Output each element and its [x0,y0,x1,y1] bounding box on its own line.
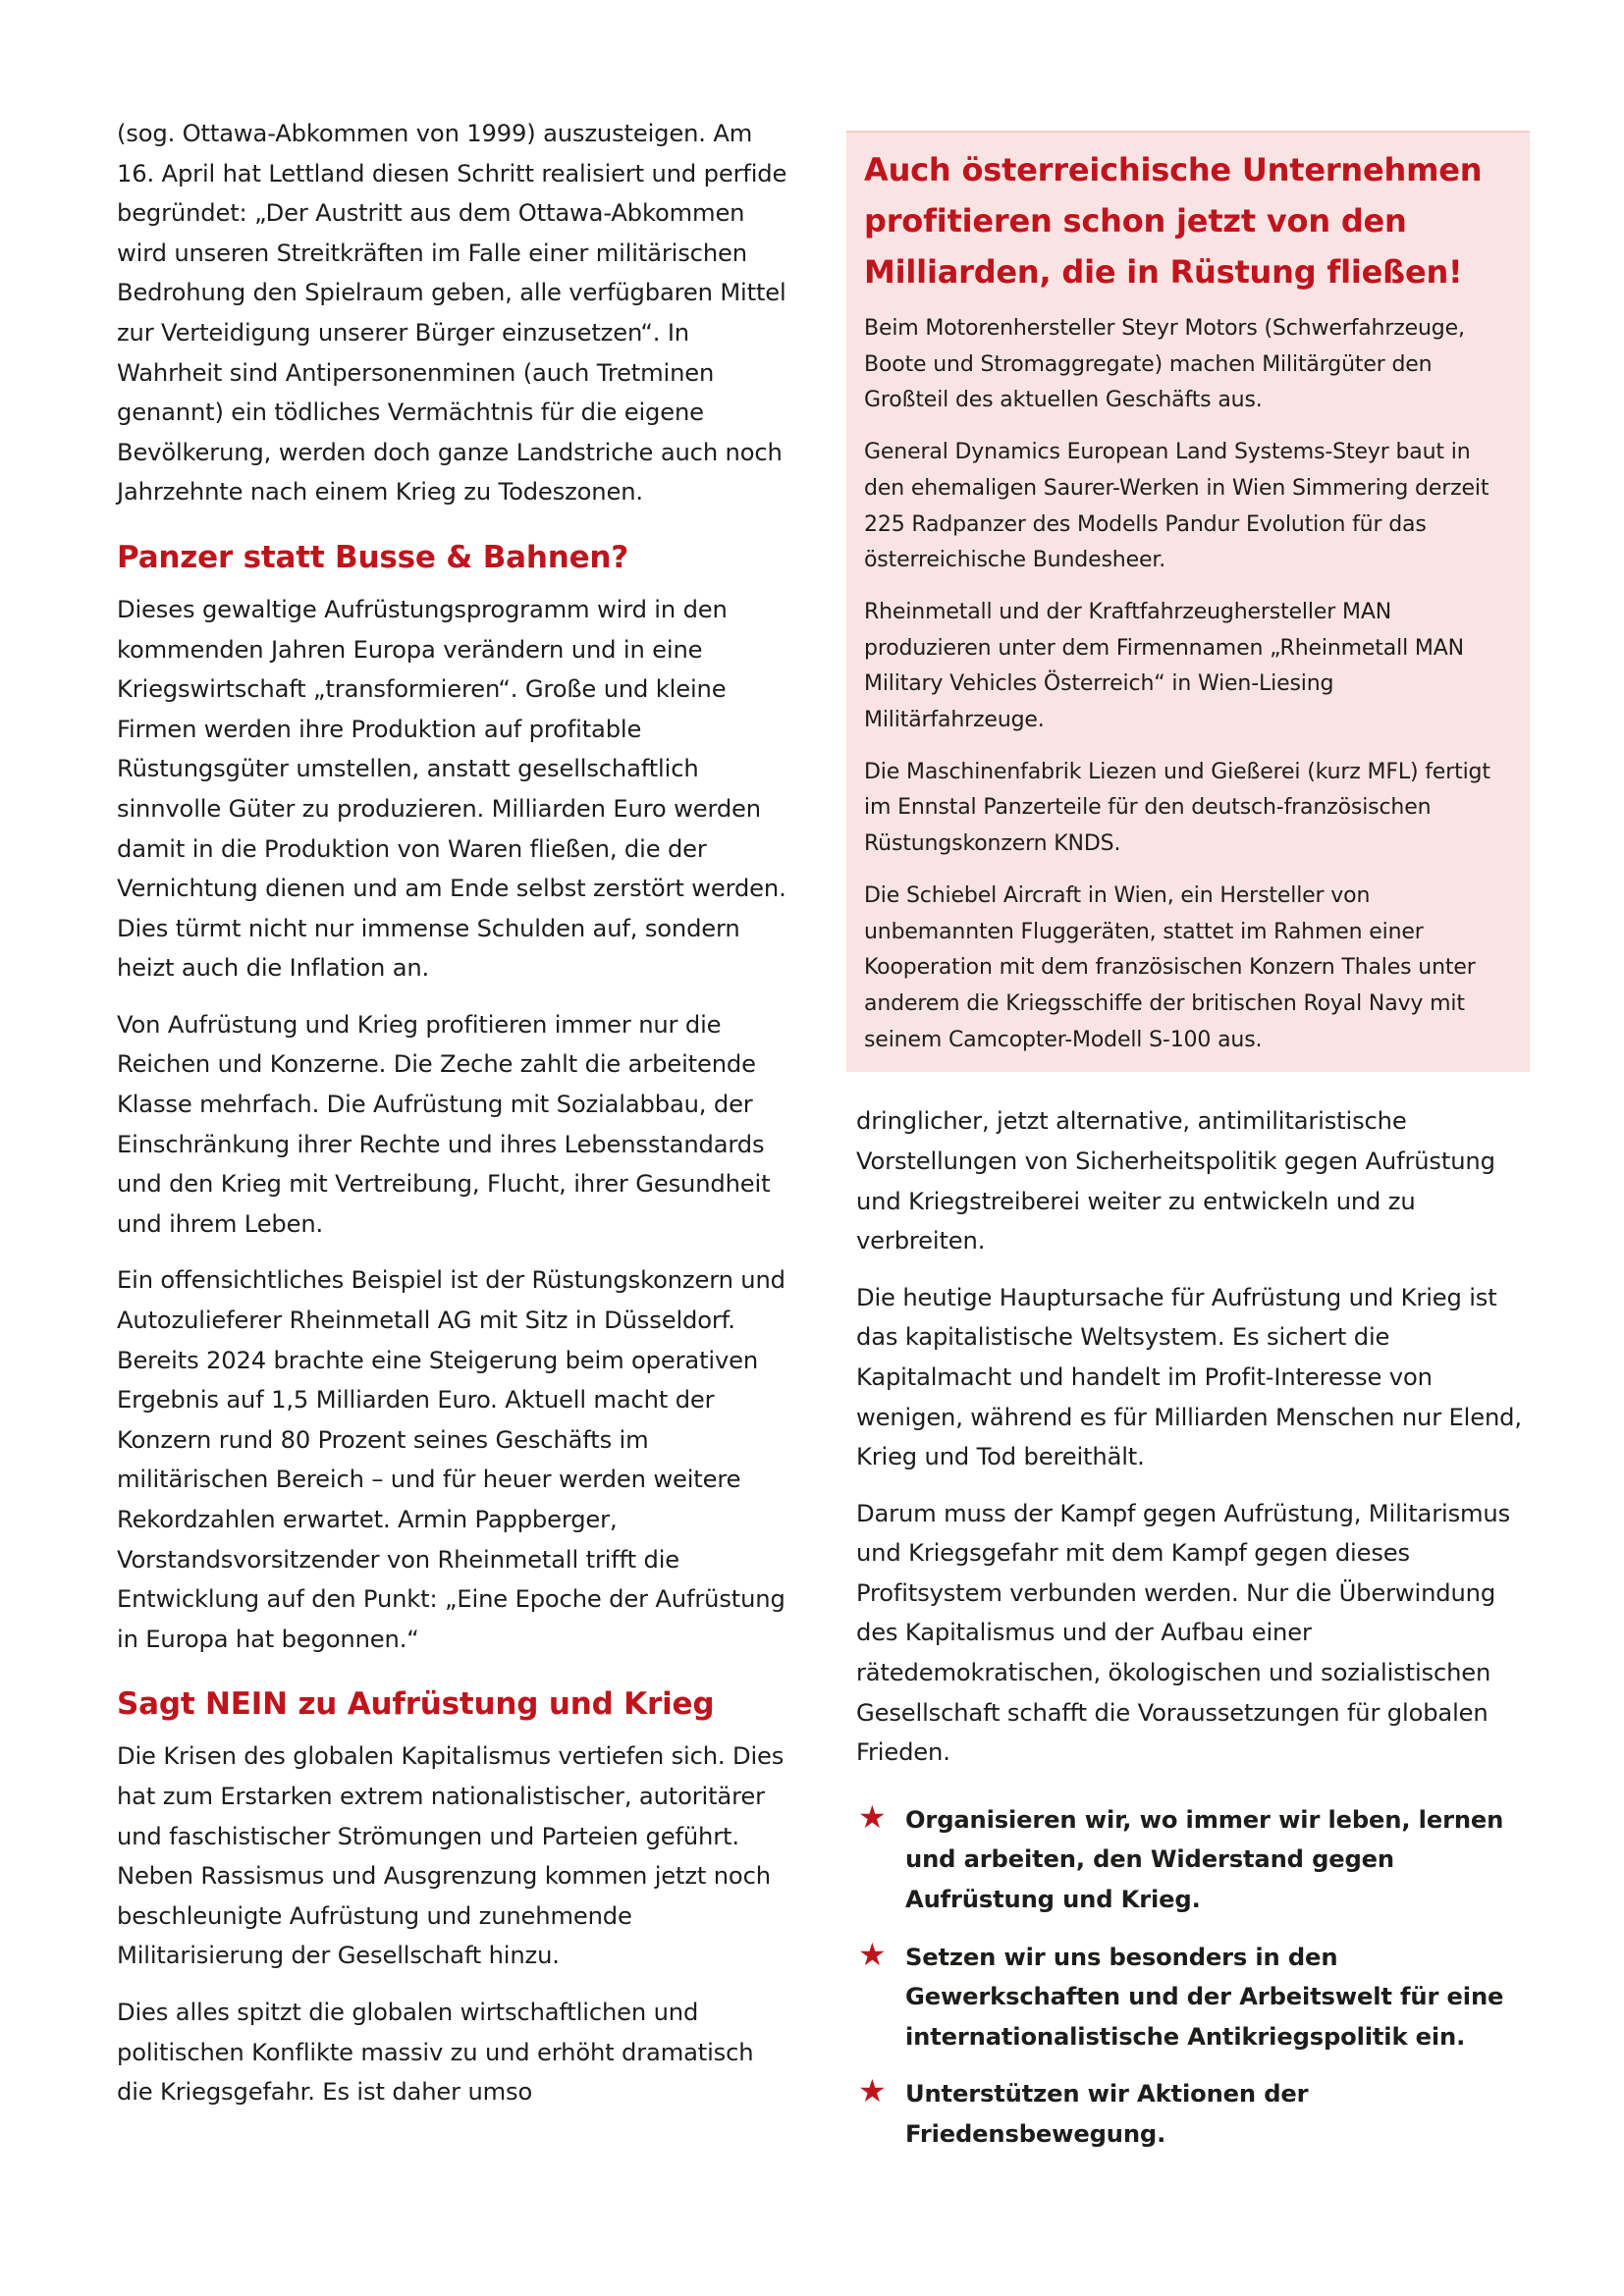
paragraph-aufruestungsprogramm: Dieses gewaltige Aufrüstungsprogramm wird in den kommenden Jahren Europa verändern und in eine Kriegswirtschaft „transformieren“. Große und kleine Firmen werden ihre Produktion auf profitable Rüstungsgüter umstellen, anstatt gesellschaftlich sinnvolle Güter zu produzieren. Milliarden Euro werden damit in die Produktion von Waren fließen, die der Vernichtung dienen und am Ende selbst zerstört werden. Dies türmt nicht nur immense Schulden auf, sondern heizt auch die Inflation an. [117,595,786,983]
action-list [856,1797,1529,2155]
info-box-steyr-motors: Beim Motorenhersteller Steyr Motors (Schwerfahrzeuge, Boote und Stromaggregate) machen Militärgüter den Großteil des aktuellen Geschäfts aus. [864,316,1465,413]
action-item [856,1797,1529,1920]
paragraph-alternativen: dringlicher, jetzt alternative, antimilitaristische Vorstellungen von Sicherheitspolitik gegen Aufrüstung und Kriegstreiberei weiter zu entwickeln und zu verbreiten. [856,1107,1495,1255]
heading-sagt-nein: Sagt NEIN zu Aufrüstung und Krieg [117,1686,715,1723]
paragraph-krisen: Die Krisen des globalen Kapitalismus vertiefen sich. Dies hat zum Erstarken extrem nationalistischer, autoritärer und faschistischer Strömungen und Parteien geführt. Neben Rassismus und Ausgrenzung kommen jetzt noch beschleunigte Aufrüstung und zunehmende Militarisierung der Gesellschaft hinzu. [117,1742,785,1970]
left-column [117,114,789,2129]
paragraph-hauptursache: Die heutige Hauptursache für Aufrüstung und Krieg ist das kapitalistische Weltsystem. Es sichert die Kapitalmacht und handelt im Profit-Interesse von wenigen, während es für Milliarden Menschen nur Elend, Krieg und Tod bereithält. [856,1283,1522,1471]
paragraph-profiteure: Von Aufrüstung und Krieg profitieren immer nur die Reichen und Konzerne. Die Zeche zahlt die arbeitende Klasse mehrfach. Die Aufrüstung mit Sozialabbau, der Einschränkung ihrer Rechte und ihres Lebensstandards und den Krieg mit Vertreibung, Flucht, ihrer Gesundheit und ihrem Leben. [117,1010,771,1238]
paragraph-kampf: Darum muss der Kampf gegen Aufrüstung, Militarismus und Kriegsgefahr mit dem Kampf gegen dieses Profitsystem verbunden werden. Nur die Überwindung des Kapitalismus und der Aufbau einer rätedemokratischen, ökologischen und sozialistischen Gesellschaft schafft die Voraussetzungen für globalen Frieden. [856,1499,1511,1767]
action-item-text: Organisieren wir, wo immer wir leben, lernen und arbeiten, den Widerstand gegen Aufrüstung und Krieg. [905,1805,1504,1914]
right-column [856,131,1529,2172]
action-item-text: Setzen wir uns besonders in den Gewerkschaften und der Arbeitswelt für eine internationalistische Antikriegspolitik ein. [905,1943,1504,2051]
star-icon: ★ [858,1797,887,1836]
star-icon: ★ [858,1935,887,1973]
info-box-schiebel: Die Schiebel Aircraft in Wien, ein Hersteller von unbemannten Fluggeräten, stattet im Rahmen einer Kooperation mit dem französischen Konzern Thales unter anderem die Kriegsschiffe der britischen Royal Navy mit seinem Camcopter-Modell S-100 aus. [864,882,1476,1052]
action-item [856,1935,1529,2057]
paragraph-kriegsgefahr: Dies alles spitzt die globalen wirtschaftlichen und politischen Konflikte massiv zu und erhöht dramatisch die Kriegsgefahr. Es ist daher umso [117,1998,754,2107]
heading-panzer-statt-busse: Panzer statt Busse & Bahnen? [117,539,629,575]
info-box-title: Auch österreichische Unternehmen profitieren schon jetzt von den Milliarden, die in Rüstung fließen! [864,151,1483,291]
info-box-rheinmetall-man: Rheinmetall und der Kraftfahrzeughersteller MAN produzieren unter dem Firmennamen „Rheinmetall MAN Military Vehicles Österreich“ in Wien-Liesing Militärfahrzeuge. [864,599,1464,733]
star-icon: ★ [858,2072,887,2110]
info-box-mfl: Die Maschinenfabrik Liezen und Gießerei (kurz MFL) fertigt im Ennstal Panzerteile für den deutsch-französischen Rüstungskonzern KNDS. [864,759,1490,857]
info-box-austrian-companies [846,131,1530,1072]
info-box-general-dynamics: General Dynamics European Land Systems-Steyr baut in den ehemaligen Saurer-Werken in Wien Simmering derzeit 225 Radpanzer des Modells Pandur Evolution für das österreichische Bundesheer. [864,440,1489,573]
action-item [856,2074,1529,2154]
paragraph-rheinmetall: Ein offensichtliches Beispiel ist der Rüstungskonzern und Autozulieferer Rheinmetall AG mit Sitz in Düsseldorf. Bereits 2024 brachte eine Steigerung beim operativen Ergebnis auf 1,5 Milliarden Euro. Aktuell macht der Konzern rund 80 Prozent seines Geschäfts im militärischen Bereich – und für heuer werden weitere Rekordzahlen erwartet. Armin Pappberger, Vorstandsvorsitzender von Rheinmetall trifft die Entwicklung auf den Punkt: „Eine Epoche der Aufrüstung in Europa hat begonnen.“ [117,1266,785,1653]
action-item-text: Unterstützen wir Aktionen der Friedensbewegung. [905,2080,1309,2149]
paragraph-ottawa: (sog. Ottawa-Abkommen von 1999) auszusteigen. Am 16. April hat Lettland diesen Schritt realisiert und perfide begründet: „Der Austritt aus dem Ottawa-Abkommen wird unseren Streitkräften im Falle einer militärischen Bedrohung den Spielraum geben, alle verfügbaren Mittel zur Verteidigung unserer Bürger einzusetzen“. In Wahrheit sind Antipersonenminen (auch Tretminen genannt) ein tödliches Vermächtnis für die eigene Bevölkerung, werden doch ganze Landstriche auch noch Jahrzehnte nach einem Krieg zu Todeszonen. [117,120,787,507]
